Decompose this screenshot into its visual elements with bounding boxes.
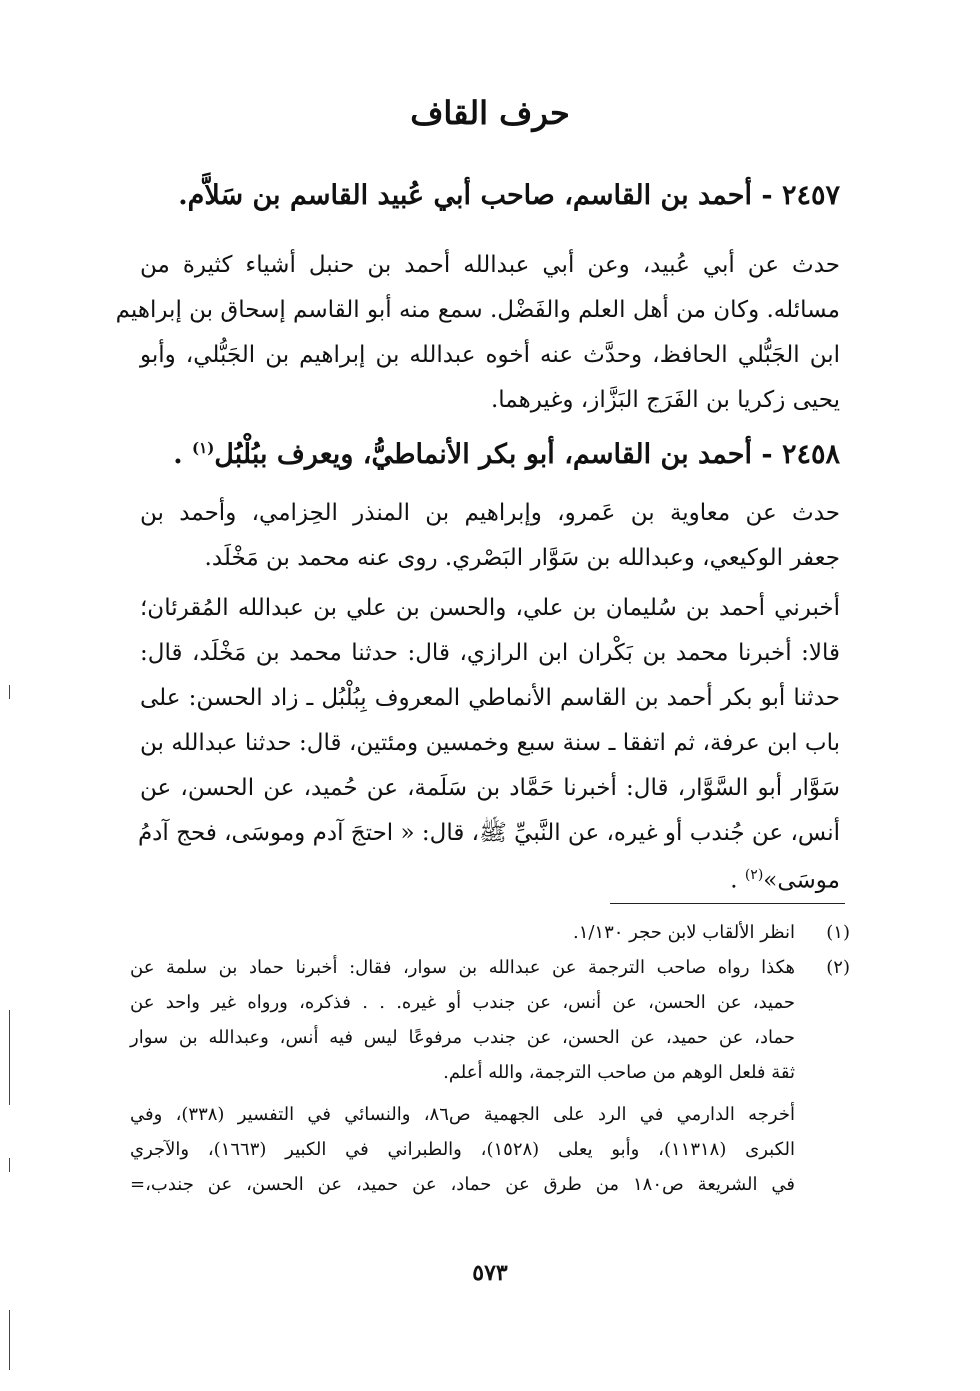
entry-2458-line-5: حدثنا أبو بكر أحمد بن القاسم الأنماطي المعروف بِبُلْبُل ـ زاد الحسن: على: [140, 685, 840, 711]
scan-margin-mark: [9, 1158, 10, 1172]
entry-title-2458: [140, 428, 840, 475]
entry-2458-line-4: قالا: أخبرنا محمد بن بَكْران ابن الرازي، قال: حدثنا محمد بن مَخْلَد، قال:: [140, 640, 840, 666]
footnote-1-mark: (١): [826, 922, 850, 943]
footnote-2-line-3: حماد، عن حميد، عن الحسن، عن جندب مرفوعًا ليس فيه أنس، وعبدالله بن سوار: [130, 1027, 795, 1048]
entry-2457-line-1: حدث عن أبي عُبيد، وعن أبي عبدالله أحمد بن حنبل أشياء كثيرة من: [140, 252, 840, 278]
footnote-separator: [610, 903, 845, 904]
footnote-2-line-6: الكبرى (١١٣١٨)، وأبو يعلى (١٥٢٨)، والطبراني في الكبير (١٦٦٣)، والآجري: [130, 1139, 795, 1160]
scan-margin-mark: [9, 1310, 10, 1370]
entry-2458-line-3: أخبرني أحمد بن سُليمان بن علي، والحسن بن علي بن عبدالله المُقرئان؛: [140, 595, 840, 621]
entry-2458-line-9-end: .: [730, 867, 745, 894]
entry-2458-line-2: جعفر الوكيعي، وعبدالله بن سَوَّار البَصْري. روى عنه محمد بن مَخْلَد.: [204, 545, 840, 571]
entry-2458-line-1: حدث عن معاوية بن عَمرو، وإبراهيم بن المنذر الحِزامي، وأحمد بن: [140, 500, 840, 526]
entry-title-2458-text: ٢٤٥٨ - أحمد بن القاسم، أبو بكر الأنماطيُّ، ويعرف ببُلْبُل: [214, 439, 840, 470]
footnote-2-line-4: ثقة فلعل الوهم من صاحب الترجمة، والله أعلم.: [443, 1062, 795, 1083]
footnote-1-line-1: انظر الألقاب لابن حجر ١/١٣٠.: [572, 922, 795, 943]
entry-2458-line-8: أنس، عن جُندب أو غيره، عن النَّبيِّ ﷺ، قال: « احتجَ آدم وموسَى، فحج آدمُ: [137, 820, 840, 846]
entry-2458-line-9: [140, 855, 840, 901]
scan-margin-mark: [9, 1010, 10, 1105]
entry-2458-line-7: سَوَّار أبو السَّوَّار، قال: أخبرنا حَمَّاد بن سَلَمة، عن حُميد، عن الحسن، عن: [140, 775, 840, 801]
chapter-heading: حرف القاف: [410, 94, 570, 132]
page-number: ٥٧٣: [472, 1260, 508, 1286]
scan-margin-mark: [9, 685, 10, 699]
entry-2457-line-3: ابن الجَبُّلي الحافظ، وحدَّث عنه أخوه عبدالله بن إبراهيم بن الجَبُّلي، وأبو: [140, 342, 840, 368]
entry-title-2457: ٢٤٥٧ - أحمد بن القاسم، صاحب أبي عُبيد القاسم بن سَلاَّم.: [178, 180, 840, 211]
entry-2458-line-6: باب ابن عرفة، ثم اتفقا ـ سنة سبع وخمسين ومئتين، قال: حدثنا عبدالله بن: [140, 730, 840, 756]
entry-title-2458-end: .: [173, 439, 193, 470]
footnote-ref-2: (٢): [744, 867, 764, 883]
entry-2457-line-2: مسائله. وكان من أهل العلم والفَضْل. سمع منه أبو القاسم إسحاق بن إبراهيم: [115, 297, 840, 323]
footnote-2-line-2: حميد، عن الحسن، عن أنس، عن جندب أو غيره. . . فذكره، ورواه غير واحد عن: [130, 992, 796, 1013]
footnote-2-mark: (٢): [826, 957, 850, 978]
footnote-2-line-5: أخرجه الدارمي في الرد على الجهمية ص٨٦، والنسائي في التفسير (٣٣٨)، وفي: [130, 1104, 795, 1125]
footnote-2-line-7: في الشريعة ص١٨٠ من طرق عن حماد، عن حميد، عن الحسن، عن جندب،=: [130, 1174, 795, 1195]
footnote-2-line-1: هكذا رواه صاحب الترجمة عن عبدالله بن سوار، فقال: أخبرنا حماد بن سلمة عن: [130, 957, 795, 978]
entry-2458-line-9-text: موسَى»: [763, 867, 840, 894]
entry-2457-line-4: يحيى زكريا بن الفَرَج البَزَّاز، وغيرهما.: [490, 387, 840, 413]
footnote-ref-1: (١): [192, 439, 215, 457]
